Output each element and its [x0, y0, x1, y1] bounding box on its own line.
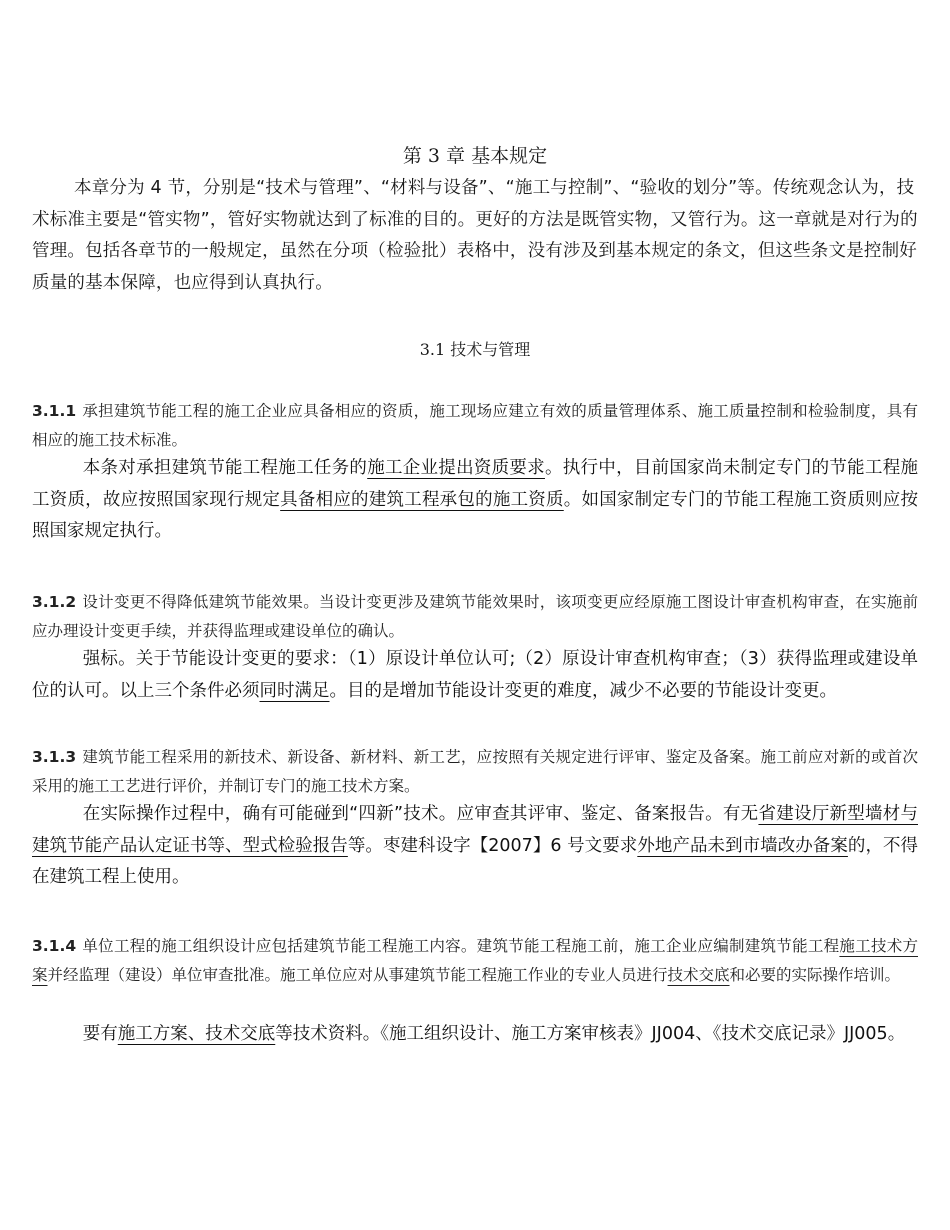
clause-text: 设计变更不得降低建筑节能效果。当设计变更涉及建筑节能效果时，该项变更应经原施工图设计审查机构审查，在实施前应办理设计变更手续，并获得监理或建设单位的确认。: [32, 593, 918, 640]
clause-3-1-2-explanation: [32, 644, 918, 707]
expl-text: 的，不得在建筑工程上使用。: [32, 835, 919, 887]
clause-3-1-2: [32, 588, 918, 646]
clause-text: 单位工程的施工组织设计应包括建筑节能工程施工内容。建筑节能工程施工前，施工企业应编制建筑节能工程: [82, 937, 840, 955]
chapter-title: 第 3 章 基本规定: [402, 145, 548, 167]
clause-3-1-3: [32, 743, 918, 801]
clause-text: 并经监理（建设）单位审查批准。施工单位应对从事建筑节能工程施工作业的专业人员进行: [47, 966, 668, 984]
expl-text: 在实际操作过程中，确有可能碰到“四新”技术。应审查其评审、鉴定、备案报告。有无: [82, 804, 759, 824]
clause-number: 3.1.1: [32, 402, 77, 420]
chapter-intro: 本章分为 4 节，分别是“技术与管理”、“材料与设备”、“施工与控制”、“验收的划分”等。传统观念认为，技术标准主要是“管实物”，管好实物就达到了标准的目的。更好的方法是既管实物，又管行为。这一章就是对行为的管理。包括各章节的一般规定，虽然在分项（检验批）表格中，没有涉及到基本规定的条文，但这些条文是控制好质量的基本保障，也应得到认真执行。: [32, 178, 918, 293]
expl-text: 。如国家制定专门的节能工程施工资质则应按照国家规定执行。: [32, 489, 919, 541]
expl-underline: 未到市墙改办备案: [707, 835, 848, 856]
expl-underline: 外地产品: [637, 835, 708, 856]
clause-text: 和必要的实际操作培训。: [729, 966, 901, 984]
expl-underline: 省建设厅新型墙材与建筑节能产品认定证书等、型式检验报告: [32, 804, 918, 856]
clause-3-1-4: [32, 932, 918, 990]
section-title: 3.1 技术与管理: [419, 340, 531, 359]
expl-text: 强标。关于节能设计变更的要求：（1）原设计单位认可;（2）原设计审查机构审查；（3）获得监理或建设单位的认可。以上三个条件必须: [32, 649, 918, 701]
clause-number: 3.1.4: [32, 937, 77, 955]
clause-3-1-4-explanation: [32, 1019, 918, 1051]
clause-number: 3.1.2: [32, 593, 77, 611]
clause-underline: 施工技术方案: [32, 937, 918, 984]
expl-underline: 施工企业提出资质要求: [367, 458, 545, 478]
expl-text: 等。枣建科设字【2007】6 号文要求: [347, 835, 638, 856]
expl-underline: 同时满足: [259, 680, 330, 701]
expl-underline: 具备相应的建筑工程承包的施工资质: [280, 489, 564, 510]
clause-text: 承担建筑节能工程的施工企业应具备相应的资质，施工现场应建立有效的质量管理体系、施工质量控制和检验制度，具有相应的施工技术标准。: [32, 402, 918, 449]
expl-underline: 施工方案、技术交底: [117, 1024, 276, 1044]
clause-3-1-1: [32, 397, 918, 455]
clause-number: 3.1.3: [32, 748, 77, 766]
clause-3-1-1-explanation: [32, 453, 918, 548]
clause-3-1-3-explanation: [32, 799, 918, 894]
expl-text: 要有: [82, 1024, 118, 1044]
clause-underline: 技术交底: [667, 966, 730, 984]
expl-text: 。执行中，目前国家尚未制定专门的节能工程施工资质，故应按照国家现行规定: [32, 458, 919, 510]
expl-text: 本条对承担建筑节能工程施工任务的: [82, 458, 368, 478]
expl-text: 等技术资料。《施工组织设计、施工方案审核表》JJ004、《技术交底记录》JJ005。: [275, 1024, 906, 1044]
clause-text: 建筑节能工程采用的新技术、新设备、新材料、新工艺，应按照有关规定进行评审、鉴定及备案。施工前应对新的或首次采用的施工工艺进行评价，并制订专门的施工技术方案。: [32, 748, 918, 795]
expl-text: 。目的是增加节能设计变更的难度，减少不必要的节能设计变更。: [329, 680, 837, 701]
